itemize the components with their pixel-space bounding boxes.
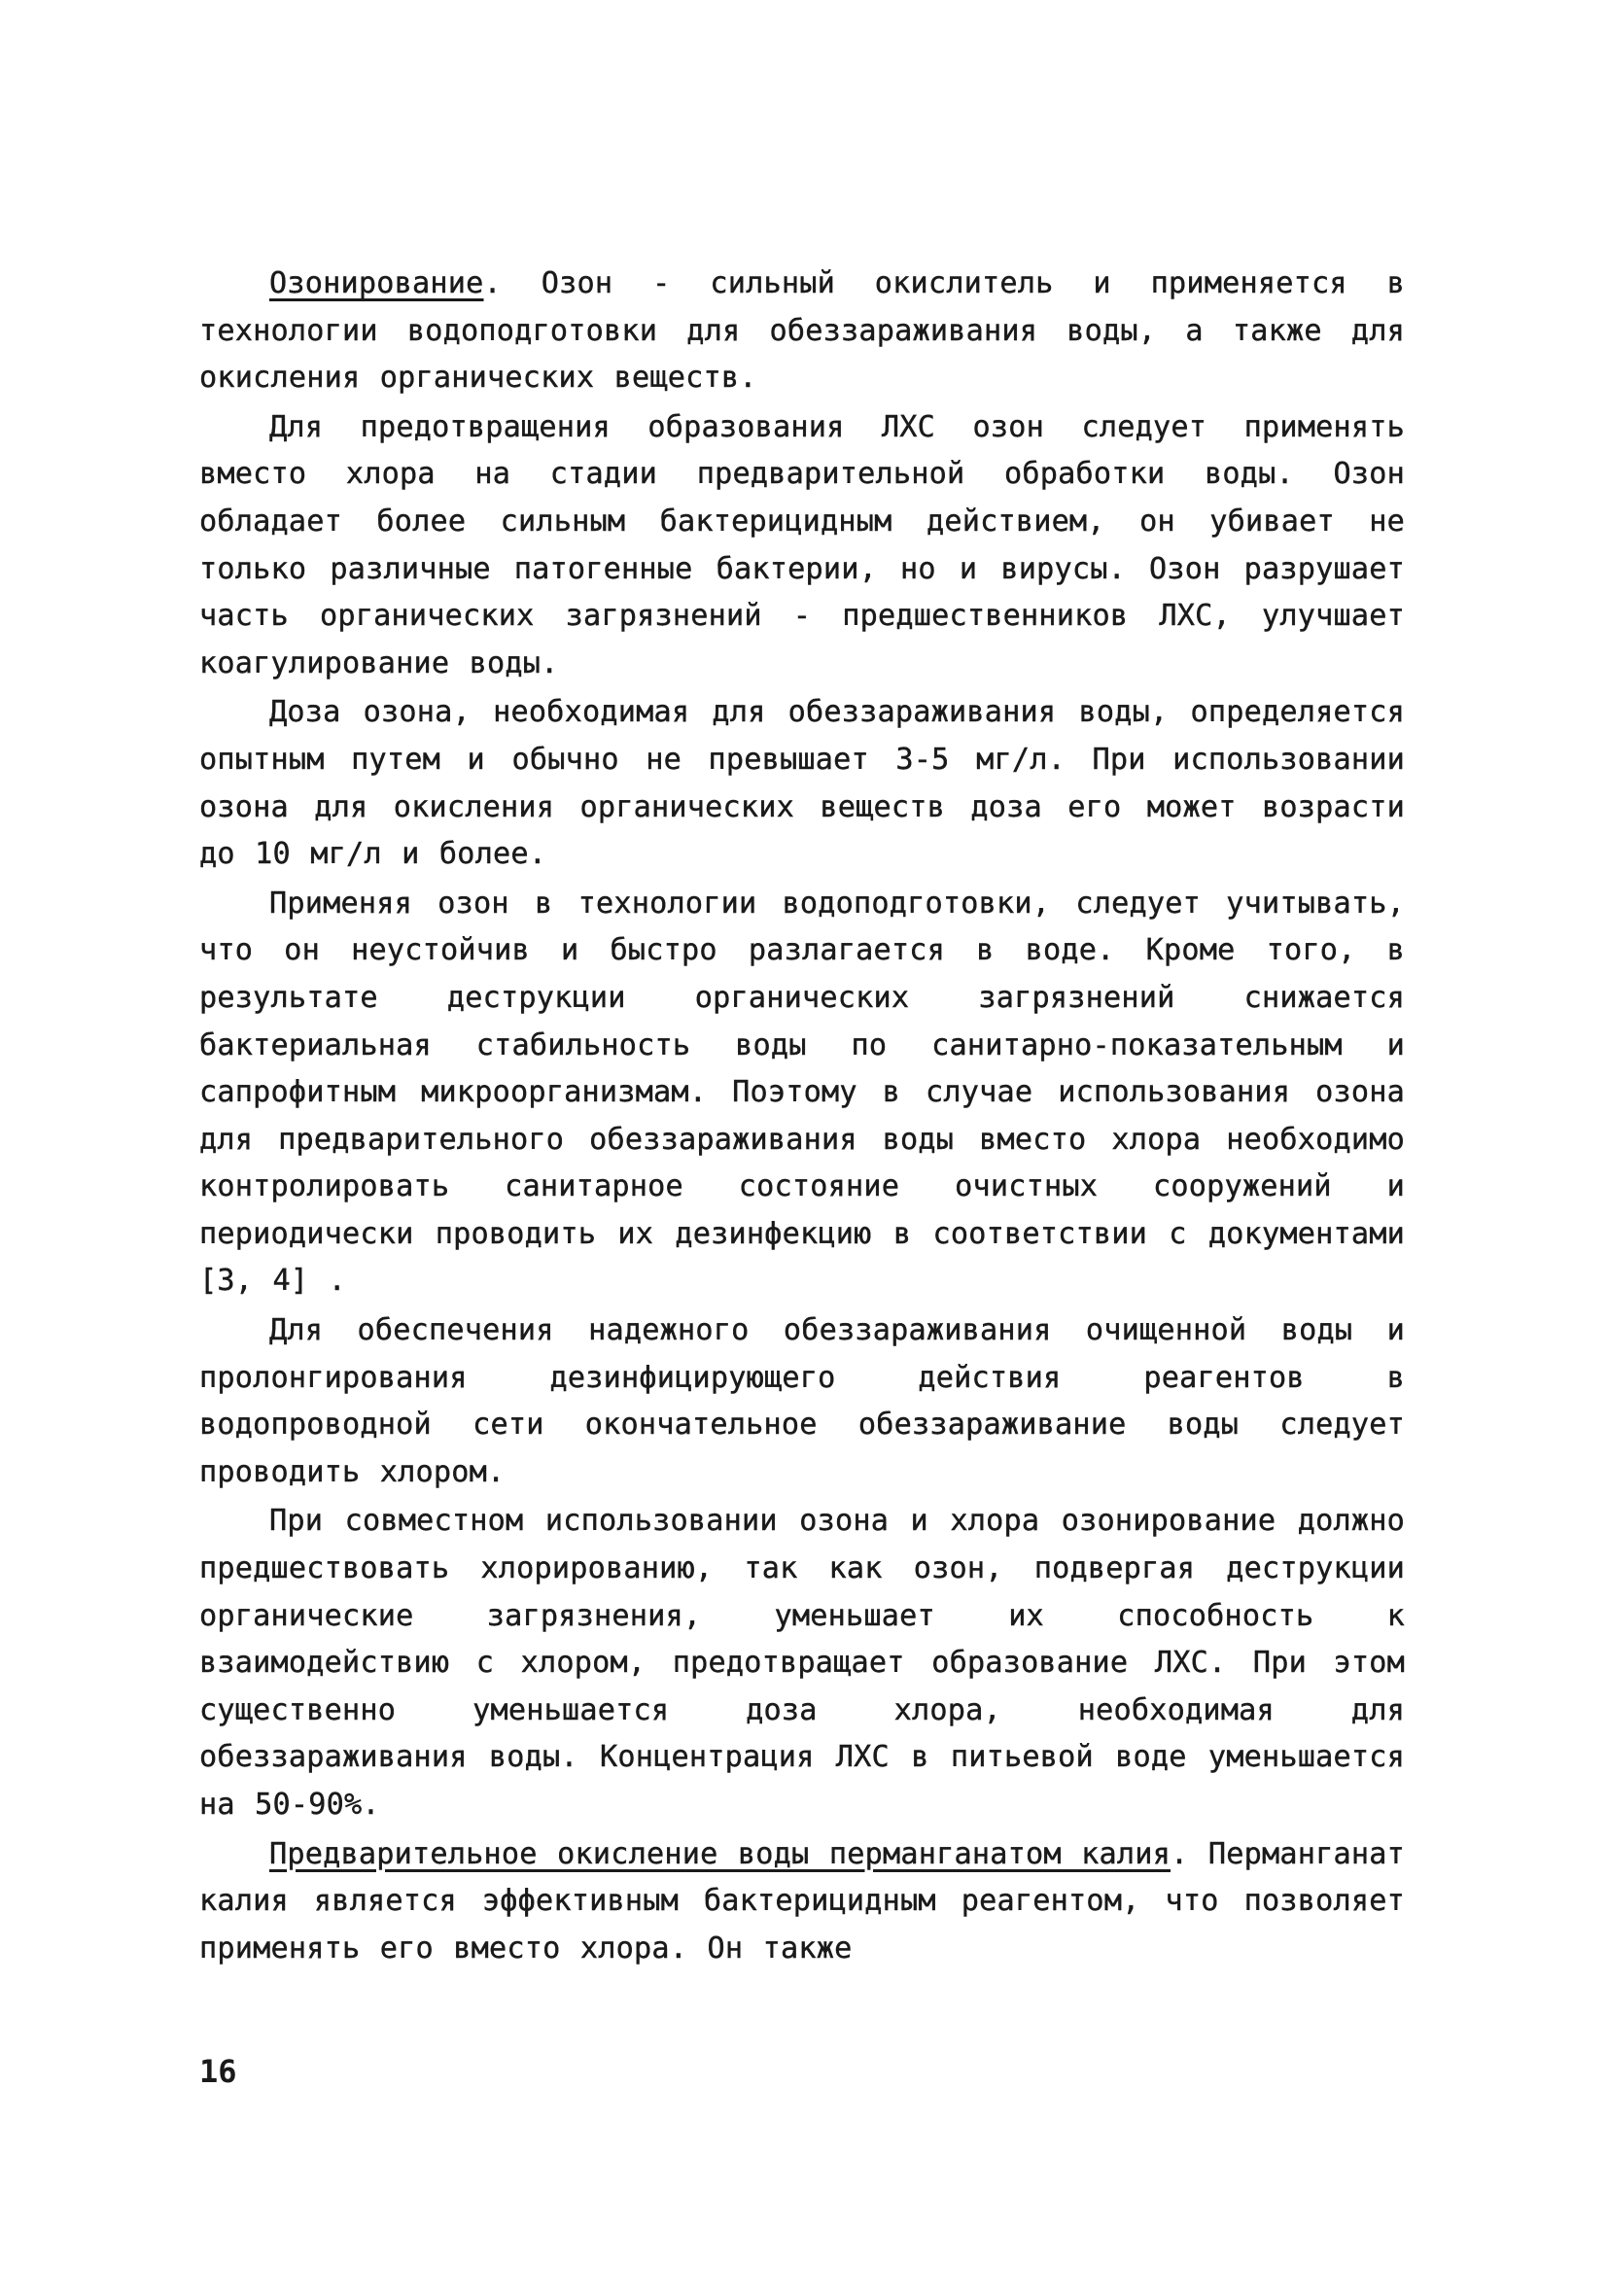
body-text (199, 261, 1405, 1972)
paragraph (199, 404, 1405, 688)
paragraph (199, 689, 1405, 878)
paragraph-text: Для предотвращения образования ЛХС озон следует применять вместо хлора на стадии предварительной обработки воды. Озон обладает более сильным бактерицидным действием, он убивает не только различные патогенные бактерии, но и вирусы. Озон разрушает часть органических загрязнений - предшественников ЛХС, улучшает коагулирование воды. (199, 409, 1405, 680)
paragraph (199, 881, 1405, 1305)
paragraph-text: При совместном использовании озона и хлора озонирование должно предшествовать хлорированию, так как озон, подвергая деструкции органические загрязнения, уменьшает их способность к взаимодействию с хлором, предотвращает образование ЛХС. При этом существенно уменьшается доза хлора, необходимая для обеззараживания воды. Концентрация ЛХС в питьевой воде уменьшается на 50-90%. (199, 1504, 1405, 1822)
paragraph-text: Для обеспечения надежного обеззараживания очищенной воды и пролонгирования дезинфицирующего действия реагентов в водопроводной сети окончательное обеззараживание воды следует проводить хлором. (199, 1313, 1405, 1489)
paragraph-text: Применяя озон в технологии водоподготовки, следует учитывать, что он неустойчив и быстро разлагается в воде. Кроме того, в результате деструкции органических загрязнений снижается бактериальная стабильность воды по санитарно-показательным и сапрофитным микроорганизмам. Поэтому в случае использования озона для предварительного обеззараживания воды вместо хлора необходимо контролировать санитарное состояние очистных сооружений и периодически проводить их дезинфекцию в соответствии с документами [3, 4] . (199, 886, 1405, 1299)
page-number: 16 (199, 2053, 237, 2090)
paragraph-text: Доза озона, необходимая для обеззараживания воды, определяется опытным путем и обычно не превышает 3-5 мг/л. При использовании озона для окисления органических веществ доза его может возрасти до 10 мг/л и более. (199, 695, 1405, 872)
paragraph-text: . Перманганат калия является эффективным бактерицидным реагентом, что позволяет применять его вместо хлора. Он также (199, 1836, 1405, 1966)
section-heading-permanganate: Предварительное окисление воды перманганатом калия (269, 1836, 1171, 1871)
paragraph (199, 1307, 1405, 1496)
paragraph-text: . Озон - сильный окислитель и применяется в технологии водоподготовки для обеззараживания воды, а также для окисления органических веществ. (199, 266, 1405, 396)
section-heading-ozonation: Озонирование (269, 266, 484, 300)
paragraph-permanganate (199, 1831, 1405, 1973)
paragraph-ozonation (199, 261, 1405, 402)
paragraph (199, 1498, 1405, 1828)
